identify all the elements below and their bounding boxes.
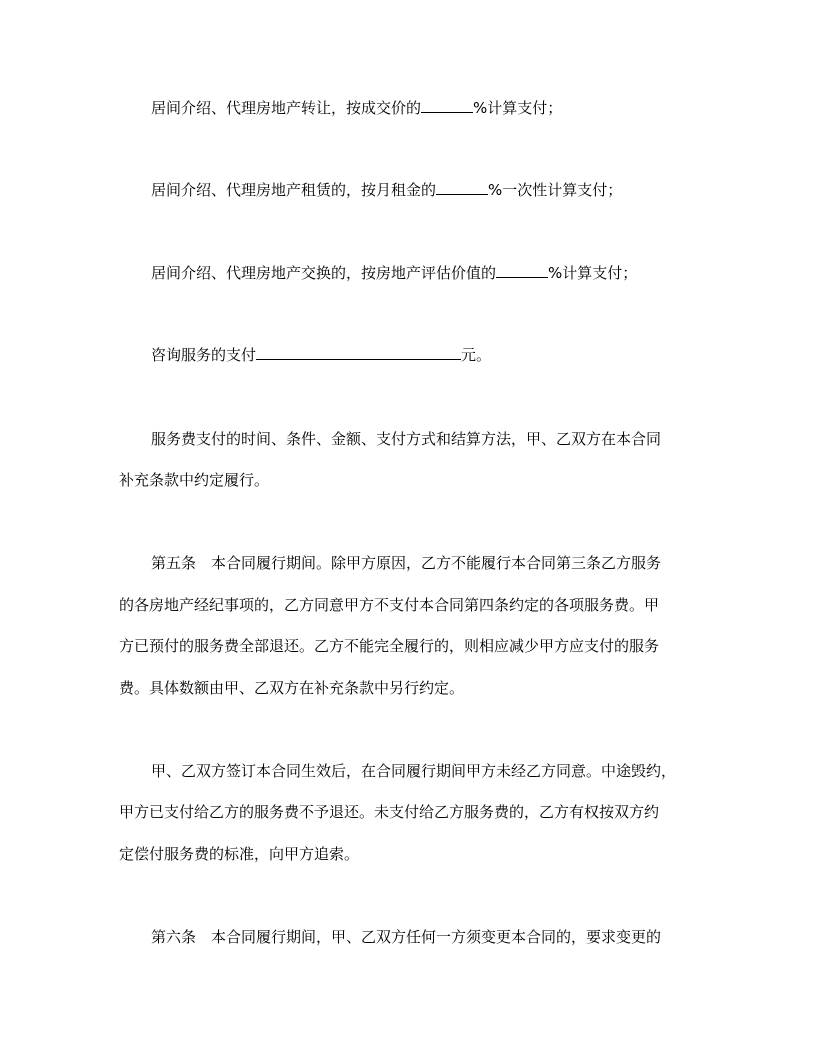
paragraph-text: 服务费支付的时间、条件、金额、支付方式和结算方法，甲、乙双方在本合同 [151,430,662,448]
fee-text: 咨询服务的支付 [151,346,257,364]
blank-field [421,97,473,113]
fee-text: %计算支付； [473,99,563,117]
fee-text: %一次性计算支付； [488,181,623,199]
paragraph-line [151,428,661,450]
fee-line-exchange [151,262,637,284]
fee-text: 元。 [461,346,492,364]
fee-line-consulting [151,344,491,366]
article6-text: 第六条 本合同履行期间，甲、乙双方任何一方须变更本合同的，要求变更的 [151,928,662,946]
fee-line-transfer [151,97,562,119]
fee-text: 居间介绍、代理房地产租赁的，按月租金的 [151,181,437,199]
article5-line [119,594,659,616]
blank-field [436,179,488,195]
breach-text: 甲方已支付给乙方的服务费不予退还。未支付给乙方服务费的，乙方有权按双方约 [119,803,660,821]
article5-text: 方已预付的服务费全部退还。乙方不能完全履行的，则相应减少甲方应支付的服务 [119,637,660,655]
blank-field [496,262,548,278]
breach-line [119,843,359,865]
breach-text: 甲、乙双方签订本合同生效后，在合同履行期间甲方未经乙方同意。中途毁约， [151,762,677,780]
blank-field [256,344,461,360]
paragraph-text: 补充条款中约定履行。 [119,471,270,489]
article6-line [151,926,661,948]
breach-line [119,801,659,823]
paragraph-line [119,469,269,491]
article5-text: 第五条 本合同履行期间。除甲方原因，乙方不能履行本合同第三条乙方服务 [151,554,662,572]
fee-text: %计算支付； [548,264,638,282]
article5-line [151,552,661,574]
fee-text: 居间介绍、代理房地产转让，按成交价的 [151,99,422,117]
fee-text: 居间介绍、代理房地产交换的，按房地产评估价值的 [151,264,497,282]
fee-line-lease [151,179,622,201]
article5-text: 的各房地产经纪事项的，乙方同意甲方不支付本合同第四条约定的各项服务费。甲 [119,596,660,614]
article5-line [119,635,659,657]
article5-line [119,677,464,699]
breach-text: 定偿付服务费的标准，向甲方追索。 [119,845,360,863]
breach-line [151,760,676,782]
article5-text: 费。具体数额由甲、乙双方在补充条款中另行约定。 [119,679,465,697]
